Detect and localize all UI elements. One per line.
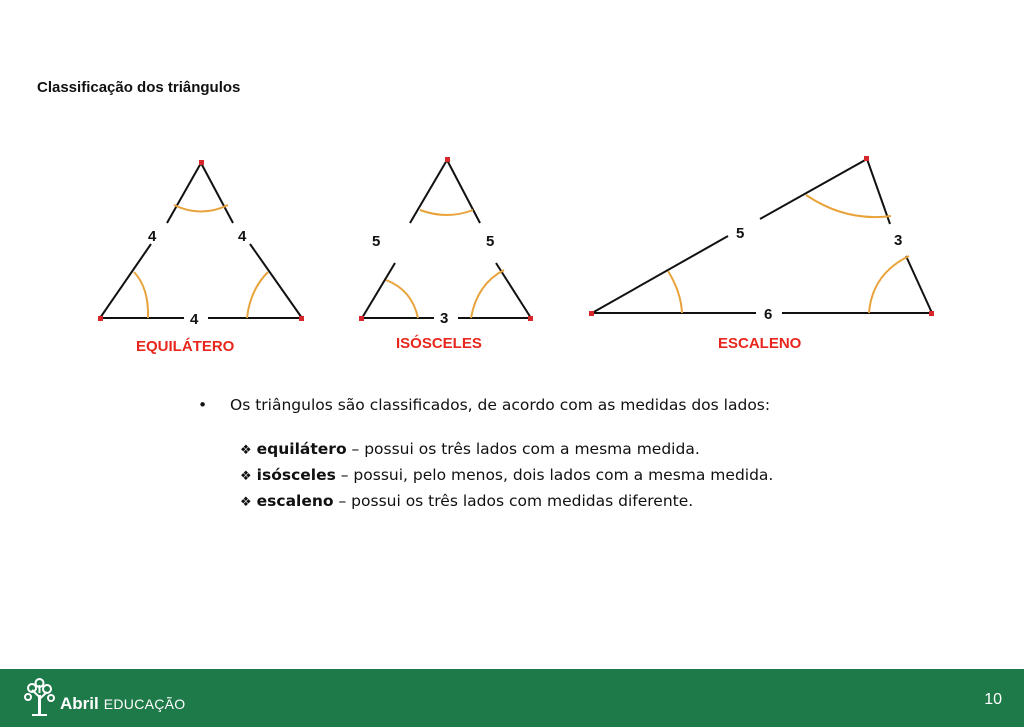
equilateral-triangle [98, 160, 304, 355]
isosceles-triangle [359, 157, 533, 352]
diamond-bullet-icon: ❖ [240, 443, 252, 458]
intro-text: Os triângulos são classificados, de acordo com as medidas dos lados: [230, 396, 771, 414]
side-label: 5 [736, 225, 745, 242]
scalene-triangle [589, 156, 934, 352]
intro-paragraph [198, 396, 770, 414]
page-number: 10 [984, 691, 1002, 708]
slide-title: Classificação dos triângulos [37, 79, 241, 96]
definition-term: isósceles [256, 466, 336, 484]
brand-name: Abril [60, 694, 99, 713]
side-label: 5 [486, 233, 495, 250]
side-label: 5 [372, 233, 381, 250]
brand-subtitle: EDUCAÇÃO [103, 696, 186, 712]
figure-label: ESCALENO [718, 335, 802, 352]
diamond-bullet-icon: ❖ [240, 495, 252, 510]
definition-item [240, 462, 773, 488]
figure-label: EQUILÁTERO [136, 338, 235, 355]
definition-text: – possui os três lados com a mesma medida. [346, 440, 700, 458]
side-label: 4 [238, 228, 247, 245]
definition-item [240, 488, 773, 514]
definition-term: escaleno [256, 492, 334, 510]
bullet: • [198, 396, 208, 414]
side-label: 6 [764, 306, 773, 323]
side-label: 4 [148, 228, 157, 245]
footer-bar [0, 669, 1024, 727]
figure-label: ISÓSCELES [396, 335, 482, 352]
definition-text: – possui os três lados com medidas diferente. [333, 492, 694, 510]
diamond-bullet-icon: ❖ [240, 469, 252, 484]
definition-term: equilátero [256, 440, 347, 458]
brand-logo [24, 677, 185, 717]
definition-item [240, 436, 773, 462]
side-label: 3 [894, 232, 903, 249]
tree-logo-icon [24, 677, 56, 717]
side-label: 4 [190, 311, 199, 328]
side-label: 3 [440, 310, 449, 327]
definition-text: – possui, pelo menos, dois lados com a mesma medida. [335, 466, 774, 484]
definition-list [240, 436, 773, 514]
